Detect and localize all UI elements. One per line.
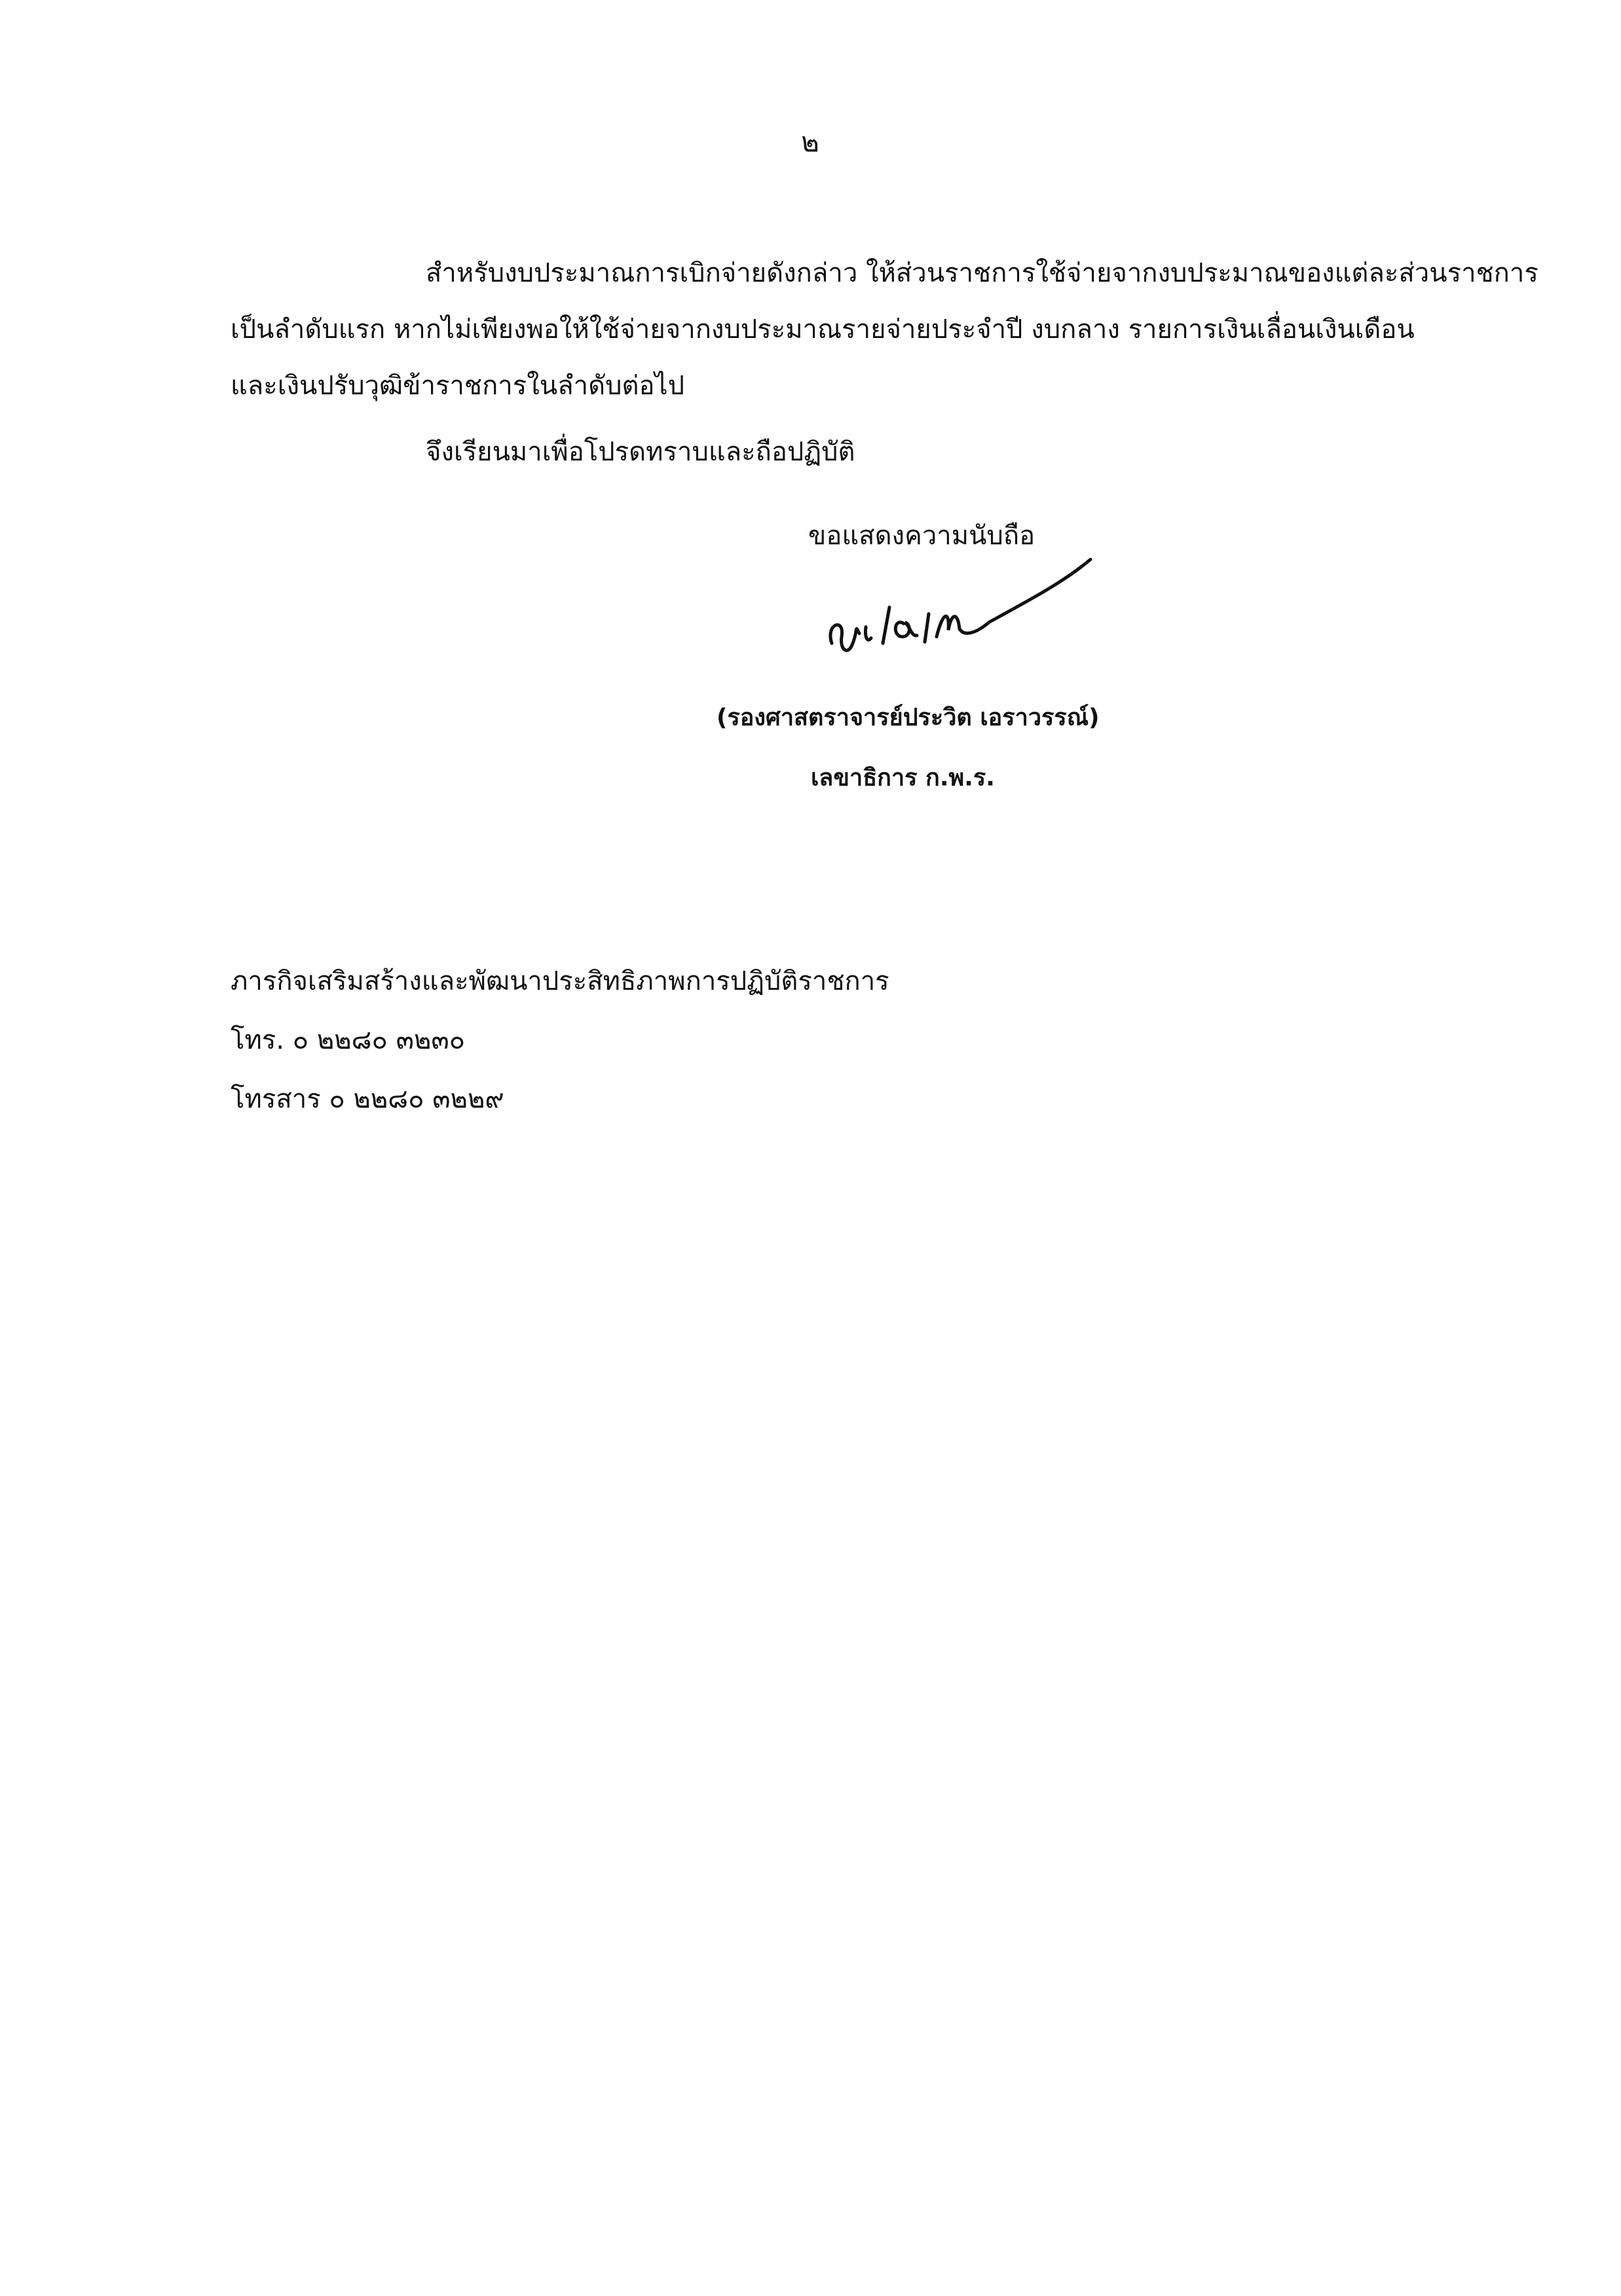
signer-name: (รองศาสตราจารย์ประวิต เอราวรรณ์)	[717, 704, 1100, 731]
contact-fax: โทรสาร ๐ ๒๒๘๐ ๓๒๒๙	[231, 1084, 504, 1114]
handwritten-signature	[812, 545, 1100, 676]
body-line: และเงินปรับวุฒิข้าราชการในลำดับต่อไป	[231, 371, 684, 401]
closing-request: จึงเรียนมาเพื่อโปรดทราบและถือปฏิบัติ	[426, 437, 855, 467]
page-number: ๒	[801, 126, 819, 158]
signer-title: เลขาธิการ ก.พ.ร.	[811, 764, 995, 791]
contact-unit: ภารกิจเสริมสร้างและพัฒนาประสิทธิภาพการปฏิบัติราชการ	[231, 966, 889, 996]
body-line: เป็นลำดับแรก หากไม่เพียงพอให้ใช้จ่ายจากงบประมาณรายจ่ายประจำปี งบกลาง รายการเงินเลื่อนเงินเดือน	[231, 314, 1415, 345]
contact-phone: โทร. ๐ ๒๒๘๐ ๓๒๓๐	[231, 1025, 466, 1055]
closing-salutation: ขอแสดงความนับถือ	[808, 521, 1035, 551]
body-line: สำหรับงบประมาณการเบิกจ่ายดังกล่าว ให้ส่วนราชการใช้จ่ายจากงบประมาณของแต่ละส่วนราชการ	[426, 258, 1538, 288]
